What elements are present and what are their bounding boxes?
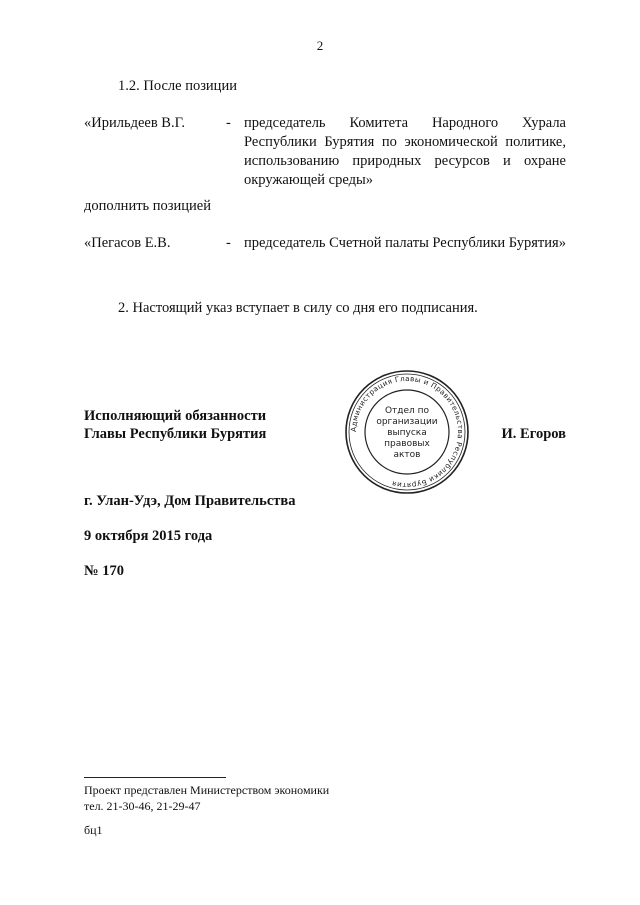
entry-1-dash: - (226, 115, 231, 131)
official-seal (342, 368, 472, 496)
seal-line-2: организации (376, 417, 438, 427)
entry-2-text: председатель Счетной палаты Республики Бурятия» (244, 235, 566, 251)
seal-ring-text: Администрация Главы и Правительства Республики Бурятия (348, 373, 466, 491)
item-1-2-heading: 1.2. После позиции (118, 78, 237, 94)
footnote-rule (84, 777, 226, 778)
seal-line-5: актов (393, 450, 421, 460)
entry-1-name: «Ирильдеев В.Г. (84, 115, 185, 131)
supplement-text: дополнить позицией (84, 198, 211, 214)
decree-number: № 170 (84, 563, 124, 579)
entry-2-name: «Пегасов Е.В. (84, 235, 171, 251)
entry-2-dash: - (226, 235, 231, 251)
signing-date: 9 октября 2015 года (84, 528, 213, 544)
seal-graphic (342, 368, 472, 496)
item-2-text: 2. Настоящий указ вступает в силу со дня его подписания. (118, 300, 478, 316)
page-number: 2 (316, 38, 324, 53)
footnote-code: бц1 (84, 823, 103, 837)
signatory-name: И. Егоров (501, 426, 566, 442)
entry-1-text: председатель Комитета Народного Хурала Республики Бурятия по экономической политике, использованию природных ресурсов и охране окружающей среды» (244, 115, 566, 188)
seal-line-4: правовых (384, 439, 430, 449)
footnote-line-2: тел. 21-30-46, 21-29-47 (84, 799, 201, 813)
signatory-line-1: Исполняющий обязанности (84, 408, 267, 424)
signing-place: г. Улан-Удэ, Дом Правительства (84, 493, 296, 509)
footnote-line-1: Проект представлен Министерством экономики (84, 783, 330, 797)
seal-line-1: Отдел по (384, 406, 430, 416)
signatory-line-2: Главы Республики Бурятия (84, 426, 267, 442)
seal-line-3: выпуска (387, 428, 427, 438)
